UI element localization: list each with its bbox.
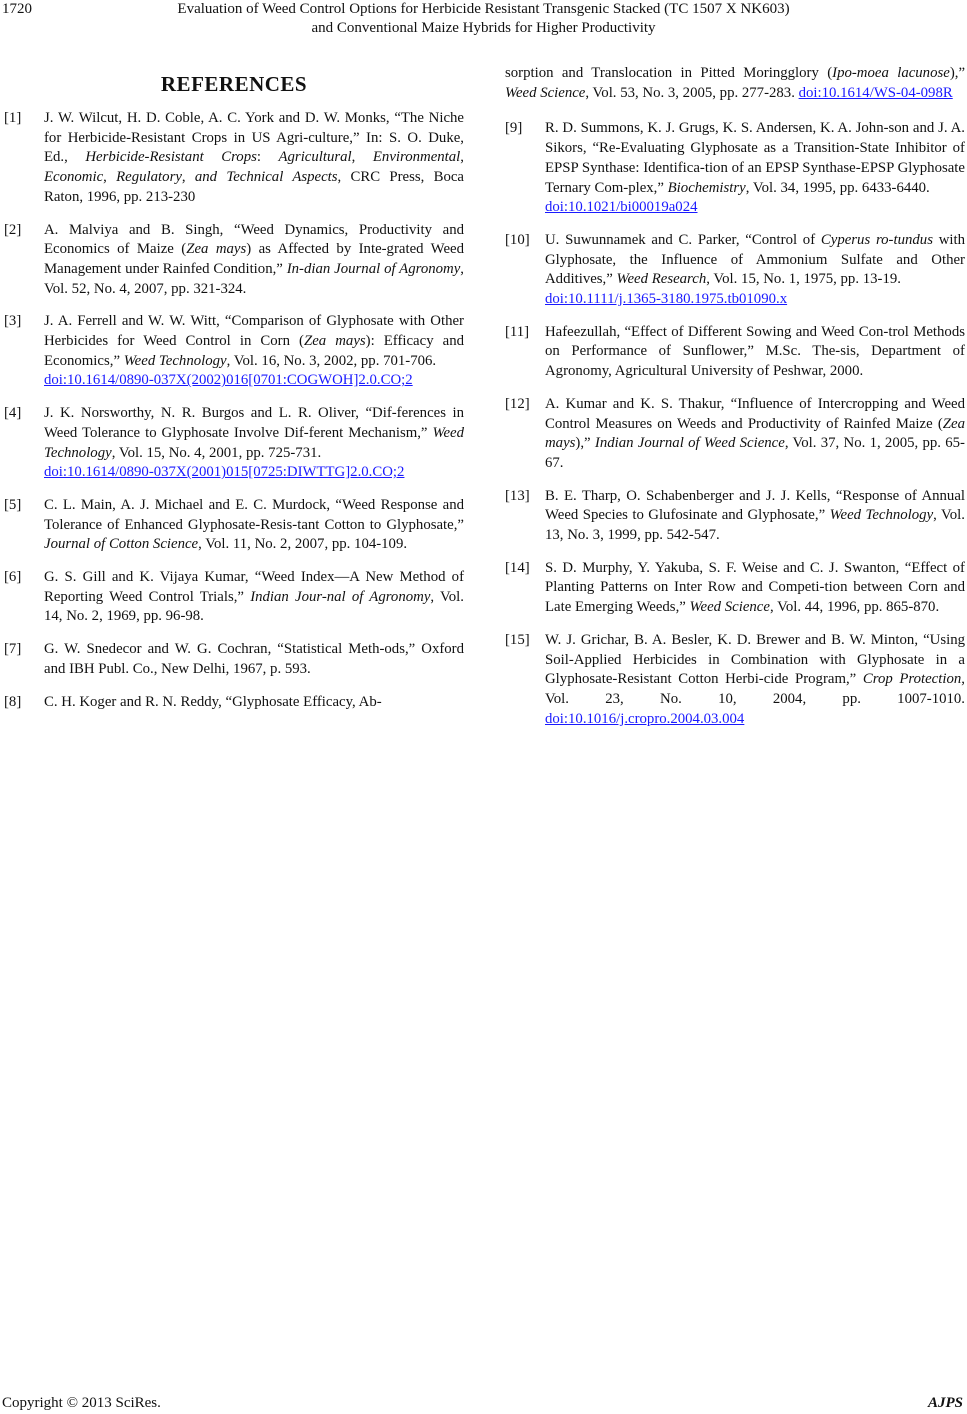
reference-number: [1] [4,110,22,126]
reference-body [545,119,965,218]
right-column [505,64,965,742]
reference-text: A. Kumar and K. S. Thakur, “Influence of Intercropping and Weed Control Measures on Weeds and Productivity of Rainfed Maize ( [545,395,965,432]
italic-text: Weed Technology [829,507,934,524]
doi-link[interactable]: doi:10.1111/j.1365-3180.1975.tb01090.x [545,291,788,308]
reference-text: , Vol. 53, No. 3, 2005, pp. 277-283. [585,84,799,101]
reference-text: , Vol. 16, No. 3, 2002, pp. 701-706. [226,352,437,369]
italic-text: Ipo-moea lacunose [832,65,950,81]
reference-text: , [460,149,464,166]
reference-item [4,640,464,679]
reference-text: , [351,149,373,166]
reference-text: ),” [575,435,595,452]
reference-number: [9] [505,120,523,137]
journal-abbreviation: AJPS [927,1395,963,1411]
reference-body [44,496,464,555]
reference-text: , Vol. 11, No. 2, 2007, pp. 104-109. [198,536,408,553]
reference-item [505,487,965,546]
reference-body [545,231,965,310]
references-heading: REFERENCES [160,72,308,96]
reference-text: : [256,149,279,166]
reference-item [4,312,464,391]
running-title-line-2: and Conventional Maize Hybrids for Higher Productivity [311,20,656,36]
doi-link[interactable]: doi:10.1614/0890-037X(2002)016[0701:COGWOH]2.0.CO;2 [44,372,413,389]
reference-text: R. D. Summons, K. J. Grugs, K. S. Andersen, K. A. John-son and J. A. Sikors, “Re-Evaluating Glyphosate as a Transition-State Inhibitor of EPSP Synthase: Identifica-tion of an EPSP Synthase-EPSP Glyphosate Ternary Com-plex,” [545,120,965,196]
reference-text: , Vol. 37, No. 1, 2005, pp. 65-67. [545,435,965,471]
reference-text: J. W. Wilcut, H. D. Coble, A. C. York and D. W. Monks, “The Niche for Herbicide-Resistant Crops in US Agri-culture,” In: S. O. Duke, Ed., [44,110,464,166]
reference-text: , [103,169,117,186]
reference-text: Hafeezullah, “Effect of Different Sowing and Weed Con-trol Methods on Performance of Sunflower,” M.Sc. The-sis, Department of Agronomy, Agricultural University of Peshwar, 2000. [545,323,965,380]
reference-item [4,568,464,627]
reference-number: [14] [505,559,530,576]
reference-text: J. K. Norsworthy, N. R. Burgos and L. R. Oliver, “Dif-ferences in Weed Tolerance to Glyphosate Involve Dif-ferent Mechanism,” [44,405,464,441]
reference-text: ): Efficacy and Economics,” [44,333,465,369]
reference-text: U. Suwunnamek and C. Parker, “Control of [545,231,821,248]
reference-number: [3] [4,313,22,330]
reference-item [505,231,965,310]
reference-list-left [4,109,464,712]
reference-text: ),” [949,65,966,81]
reference-body [44,404,464,483]
reference-list-right [505,119,965,729]
reference-text: , Vol. 13, No. 3, 1999, pp. 542-547. [545,507,965,544]
reference-text: , Vol. 34, 1995, pp. 6433-6440. [745,179,930,196]
italic-text: Weed Science [689,599,770,616]
reference-text: J. A. Ferrell and W. W. Witt, “Comparison of Glyphosate with Other Herbicides for Weed Control in Corn ( [44,313,464,350]
italic-text: Herbicide-Resistant Crops [85,149,257,166]
reference-item [505,631,965,730]
italic-text: and Technical Aspects [194,169,338,186]
reference-body [44,109,464,208]
italic-text: Environmental [372,149,461,166]
reference-body [44,568,464,627]
reference-text: , Vol. 15, No. 4, 2001, pp. 725-731. [111,444,322,461]
doi-link[interactable]: doi:10.1021/bi00019a024 [545,199,698,216]
reference-item [505,323,965,382]
doi-link[interactable]: doi:10.1614/0890-037X(2001)015[0725:DIWTTG]2.0.CO;2 [44,464,405,481]
running-title-line-1: Evaluation of Weed Control Options for Herbicide Resistant Transgenic Stacked (TC 1507 X NK603) [177,1,790,17]
reference-body [44,693,464,713]
reference-body [44,640,464,679]
reference-number: [6] [4,569,22,586]
reference-text: W. J. Grichar, B. A. Besler, K. D. Brewer and B. W. Minton, “Using Soil-Applied Herbicides in Combination with Glyphosate in a Glyphosate-Resistant Cotton Herbi-cide Program,” [545,631,965,688]
reference-text: , CRC Press, Boca Raton, 1996, pp. 213-230 [44,169,464,205]
italic-text: Crop Protection [862,671,962,688]
reference-number: [2] [4,221,22,238]
reference-text: B. E. Tharp, O. Schabenberger and J. J. Kells, “Response of Annual Weed Species to Glufosinate and Glyphosate,” [545,487,965,524]
reference-item [4,221,464,300]
reference-number: [8] [4,693,22,710]
reference-body [44,312,464,391]
running-title [60,0,907,38]
italic-text: Biochemistry [667,179,746,196]
reference-number: [7] [4,641,22,658]
reference-item [4,404,464,483]
copyright-notice: Copyright © 2013 SciRes. [2,1395,161,1411]
italic-text: Zea mays [303,333,366,350]
reference-body [545,559,965,618]
reference-number: [13] [505,487,530,504]
italic-text: Cyperus ro-tundus [820,231,933,248]
italic-text: Indian Jour-nal of Agronomy [250,588,431,605]
reference-item [505,559,965,618]
reference-text: with Glyphosate, the Influence of Ammonium Sulfate and Other Additives,” [545,231,965,288]
reference-body [545,631,965,730]
reference-text: G. S. Gill and K. Vijaya Kumar, “Weed Index—A New Method of Reporting Weed Control Trials,” [44,569,464,605]
reference-number: [4] [4,405,22,422]
reference-body [545,395,965,474]
italic-text: Zea mays [545,415,965,452]
reference-text: sorption and Translocation in Pitted Moringglory ( [505,65,833,81]
page-footer [2,1394,965,1414]
page-number: 1720 [2,1,32,17]
reference-number: [15] [505,631,530,648]
reference-text: , Vol. 15, No. 1, 1975, pp. 13-19. [706,271,901,288]
italic-text: Weed Science [505,84,586,101]
reference-text: C. L. Main, A. J. Michael and E. C. Murdock, “Weed Response and Tolerance of Enhanced Glyphosate-Resis-tant Cotton to Glyphosate,” [44,496,464,533]
italic-text: Regulatory [116,169,182,186]
doi-link[interactable]: doi:10.1614/WS-04-098R [798,84,953,101]
italic-text: In-dian Journal of Agronomy [286,260,461,277]
italic-text: Zea mays [186,241,247,258]
reference-text: C. H. Koger and R. N. Reddy, “Glyphosate Efficacy, Ab- [44,693,382,710]
reference-body [44,221,464,300]
reference-item [4,109,464,208]
italic-text: Economic [44,169,104,186]
reference-body [545,487,965,546]
reference-number: [10] [505,231,530,248]
reference-text: , Vol. 44, 1996, pp. 865-870. [769,599,940,616]
reference-number: [5] [4,496,22,513]
reference-8-continuation [505,64,965,103]
italic-text: Weed Research [616,271,707,288]
reference-text: A. Malviya and B. Singh, “Weed Dynamics, Productivity and Economics of Maize ( [44,221,464,258]
italic-text: Weed Technology [123,352,227,369]
doi-link[interactable]: doi:10.1016/j.cropro.2004.03.004 [545,710,745,727]
reference-item [505,395,965,474]
italic-text: Indian Journal of Weed Science [594,435,785,452]
reference-number: [11] [505,323,530,340]
reference-text: G. W. Snedecor and W. G. Cochran, “Statistical Meth-ods,” Oxford and IBH Publ. Co., New Delhi, 1967, p. 593. [44,641,464,677]
reference-body [545,323,965,382]
reference-text: ) as Affected by Inte-grated Weed Management under Rainfed Condition,” [44,241,464,277]
page-header [0,0,967,44]
reference-number: [12] [505,395,530,412]
reference-item [505,119,965,218]
left-column [4,64,464,725]
reference-text: , Vol. 52, No. 4, 2007, pp. 321-324. [44,260,464,297]
reference-text: , [181,169,195,186]
italic-text: Journal of Cotton Science [44,536,199,553]
italic-text: Agricultural [278,149,352,166]
reference-item [4,496,464,555]
reference-text: S. D. Murphy, Y. Yakuba, S. F. Weise and C. J. Swanton, “Effect of Planting Patterns on Inter Row and Competi-tion between Corn and Late Emerging Weeds,” [545,559,965,616]
reference-text: , Vol. 14, No. 2, 1969, pp. 96-98. [44,588,464,625]
italic-text: Weed Technology [44,424,464,461]
reference-text: , Vol. 23, No. 10, 2004, pp. 1007-1010. [545,671,965,707]
reference-item [4,693,464,713]
